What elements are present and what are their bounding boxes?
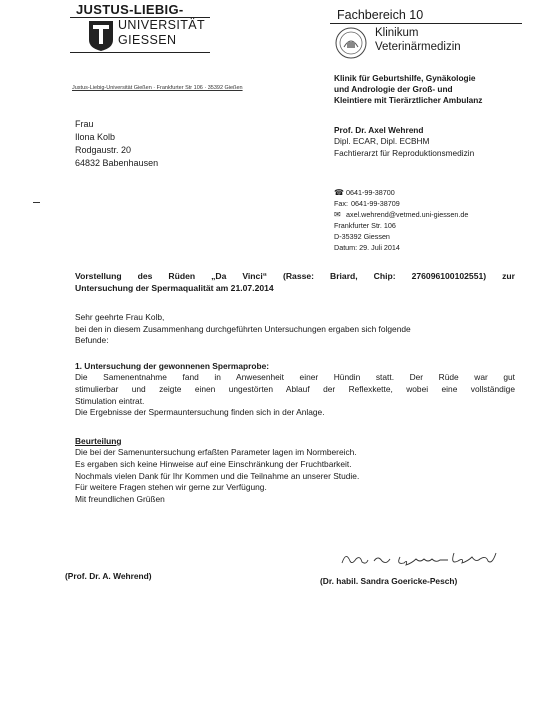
phone-icon: ☎ <box>334 188 344 197</box>
fax-number: 0641-99-38709 <box>350 198 400 208</box>
university-name-line2: GIESSEN <box>118 33 177 47</box>
section2-line: Es ergaben sich keine Hinweise auf eine Einschränkung der Fruchtbarkeit. <box>75 458 352 469</box>
section1-title: 1. Untersuchung der gewonnenen Spermaprobe: <box>75 360 270 371</box>
phone-number: 0641-99-38700 <box>346 187 395 197</box>
faculty-label: Fachbereich 10 <box>337 8 424 22</box>
intro-line: bei den in diesem Zusammenhang durchgeführten Untersuchungen ergaben sich folgende <box>75 323 411 334</box>
section2-line: Die bei der Samenuntersuchung erfaßten Parameter lagen im Normbereich. <box>75 447 357 458</box>
university-name-line1: UNIVERSITÄT <box>118 18 206 32</box>
clinic-line: Kleintiere mit Tierärztlicher Ambulanz <box>334 95 483 106</box>
contact-block <box>334 187 468 253</box>
recipient-name: Ilona Kolb <box>75 132 116 143</box>
subject-line1: Vorstellung des Rüden „Da Vinci“ (Rasse: Briard, Chip: 276096100102551) zur <box>75 271 515 281</box>
professor-titles: Dipl. ECAR, Dipl. ECBHM <box>334 136 430 147</box>
clinic-line: Klinik für Geburtshilfe, Gynäkologie <box>334 73 476 83</box>
closing: Mit freundlichen Grüßen <box>75 493 165 504</box>
professor-name: Prof. Dr. Axel Wehrend <box>334 125 424 135</box>
university-name-top: JUSTUS-LIEBIG- <box>76 2 184 17</box>
letter-body <box>75 312 515 505</box>
sender-return-address: Justus-Liebig-Universität Gießen · Frankfurter Str 106 · 35392 Gießen <box>72 85 243 91</box>
mail-icon: ✉ <box>334 210 341 220</box>
section2-line: Für weitere Fragen stehen wir gerne zur Verfügung. <box>75 482 267 493</box>
handwritten-signature <box>338 545 508 571</box>
fold-mark <box>33 202 40 203</box>
subject-line2: Untersuchung der Spermaqualität am 21.07.2014 <box>75 283 274 294</box>
clinic-name <box>334 73 524 107</box>
contact-street: Frankfurter Str. 106 <box>334 221 396 231</box>
intro-line: Befunde: <box>75 335 109 346</box>
letter-date: Datum: 29. Juli 2014 <box>334 242 400 252</box>
recipient-address <box>75 118 158 170</box>
recipient-street: Rodgaustr. 20 <box>75 145 132 156</box>
contact-city: D-35392 Giessen <box>334 231 390 241</box>
klinikum-label-line1: Klinikum <box>375 27 419 39</box>
fax-label: Fax: <box>334 198 348 208</box>
recipient-salutation: Frau <box>75 119 94 129</box>
section1-line: Die Samenentnahme fand in Anwesenheit einer Hündin statt. Der Rüde war gut <box>75 372 515 383</box>
klinikum-label-line2: Veterinärmedizin <box>375 41 461 53</box>
greeting: Sehr geehrte Frau Kolb, <box>75 312 165 322</box>
clinic-line: und Andrologie der Groß- und <box>334 84 453 95</box>
email-address: axel.wehrend@vetmed.uni-giessen.de <box>346 210 469 220</box>
university-t-logo-icon <box>88 20 114 52</box>
fax-row <box>334 199 468 210</box>
header-rule <box>330 23 522 24</box>
recipient-city: 64832 Babenhausen <box>75 158 159 169</box>
section1-line: Die Ergebnisse der Spermauntersuchung finden sich in der Anlage. <box>75 407 325 418</box>
section2-line: Nochmals vielen Dank für Ihr Kommen und die Teilnahme an unserer Studie. <box>75 470 360 481</box>
signature-right: (Dr. habil. Sandra Goericke-Pesch) <box>320 576 458 586</box>
header-rule <box>70 52 210 53</box>
section1-line: stimulierbar und zeigte einen ungestörten Ablauf der Reflexkette, wobei eine vollständige <box>75 383 515 394</box>
professor-role: Fachtierarzt für Reproduktionsmedizin <box>334 147 475 158</box>
phone-row <box>334 187 468 199</box>
section2-title: Beurteilung <box>75 435 122 446</box>
email-row <box>334 209 468 221</box>
faculty-seal-icon <box>335 27 367 59</box>
letter-subject <box>75 270 515 294</box>
sender-professor <box>334 125 474 159</box>
section1-line: Stimulation eintrat. <box>75 395 145 406</box>
signature-left: (Prof. Dr. A. Wehrend) <box>65 571 152 581</box>
